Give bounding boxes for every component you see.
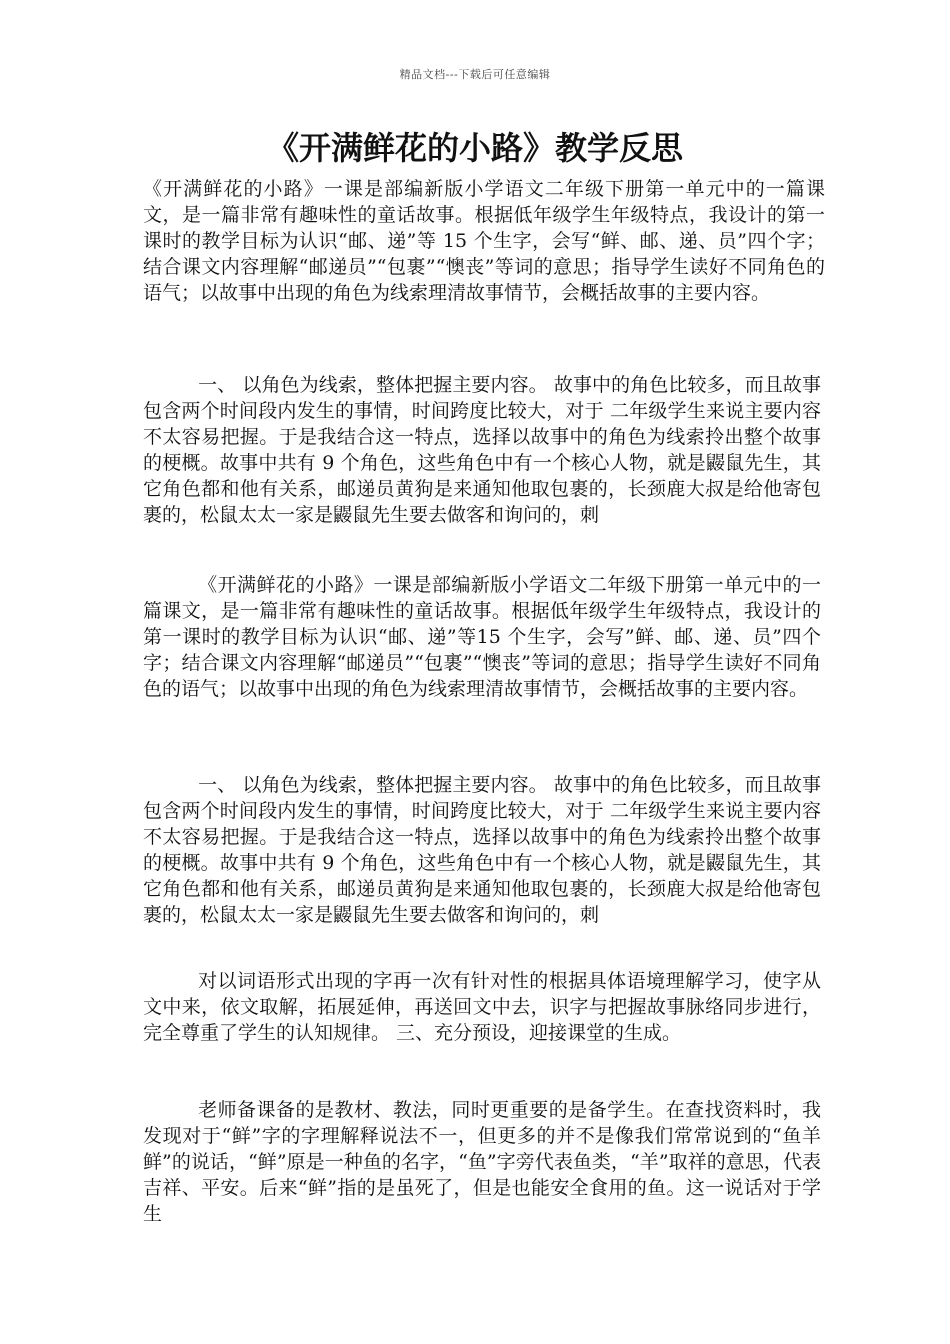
header-note: 精品文档---下载后可任意编辑 [399, 68, 551, 81]
paragraph-lesson-prep: 老师备课备的是教材、教法，同时更重要的是备学生。在查找资料时，我发现对于“鲜”字的字理解释说法不一，但更多的并不是像我们常常说到的“鱼羊鲜”的说话，“鲜”原是一种鱼的名字，“鱼”字旁代表鱼类，“羊”取祥的意思，代表吉祥、平安。后来“鲜”指的是虽死了，但是也能安全食用的鱼。这一说话对于学生 [143, 1099, 821, 1225]
paragraph-intro: 《开满鲜花的小路》一课是部编新版小学语文二年级下册第一单元中的一篇课文，是一篇非常有趣味性的童话故事。根据低年级学生年级特点，我设计的第一课时的教学目标为认识“邮、递”等 15 个生字，会写“鲜、邮、递、员”四个字；结合课文内容理解“邮递员”“包裹”“懊丧”等词的意思；指导学生读好不同角色的语气；以故事中出现的角色为线索理清故事情节，会概括故事的主要内容。 [143, 178, 825, 304]
paragraph-word-learning: 对以词语形式出现的字再一次有针对性的根据具体语境理解学习，使字从文中来，依文取解，拓展延伸，再送回文中去，识字与把握故事脉络同步进行，完全尊重了学生的认知规律。 三、充分预设，迎接课堂的生成。 [143, 970, 821, 1044]
document-title: 《开满鲜花的小路》教学反思 [266, 129, 683, 167]
paragraph-section-one-repeat: 一、 以角色为线索，整体把握主要内容。 故事中的角色比较多，而且故事包含两个时间段内发生的事情，时间跨度比较大，对于 二年级学生来说主要内容不太容易把握。于是我结合这一特点，选择以故事中的角色为线索拎出整个故事的梗概。故事中共有 9 个角色，这些角色中有一个核心人物，就是鼹鼠先生，其它角色都和他有关系，邮递员黄狗是来通知他取包裹的，长颈鹿大叔是给他寄包裹的，松鼠太太一家是鼹鼠先生要去做客和询问的，刺 [143, 774, 821, 926]
paragraph-section-one: 一、 以角色为线索，整体把握主要内容。 故事中的角色比较多，而且故事包含两个时间段内发生的事情，时间跨度比较大，对于 二年级学生来说主要内容不太容易把握。于是我结合这一特点，选择以故事中的角色为线索拎出整个故事的梗概。故事中共有 9 个角色，这些角色中有一个核心人物，就是鼹鼠先生，其它角色都和他有关系，邮递员黄狗是来通知他取包裹的，长颈鹿大叔是给他寄包裹的，松鼠太太一家是鼹鼠先生要去做客和询问的，刺 [143, 374, 821, 526]
paragraph-intro-repeat: 《开满鲜花的小路》一课是部编新版小学语文二年级下册第一单元中的一篇课文，是一篇非常有趣味性的童话故事。根据低年级学生年级特点，我设计的第一课时的教学目标为认识“邮、递”等15 个生字，会写”鲜、邮、递、员”四个字；结合课文内容理解“邮递员”“包裹”“懊丧”等词的意思；指导学生读好不同角色的语气；以故事中出现的角色为线索理清故事情节，会概括故事的主要内容。 [143, 574, 821, 700]
